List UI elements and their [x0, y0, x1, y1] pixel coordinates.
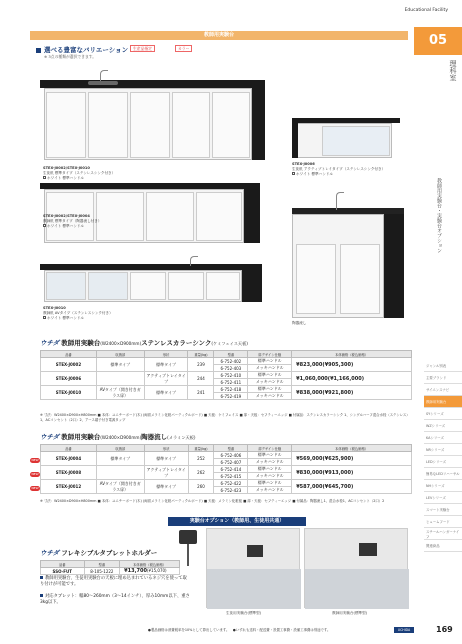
table2: 品番 収納部 形状 重量(kg) 型番 扉デザイン仕様 本体価格（税込価格） STEX-J0004 標準タイプ 標準タイプ 252 6-752-406 標準ハンドル ¥569,000(¥625,900) 6-752-407 メッキハンドル STEX-J0008 アクティブトレイタイプ 262 6-752-414 標準ハンドル ¥830,000(¥913,000) 6-752-415 メッキハンドル STEX-J0012 AVタイプ（開き付きガラス扉） 標準タイプ 260 6-752-422 標準ハンドル ¥587,000(¥645,700) 6-752-423 メッキハンドル: [40, 444, 412, 494]
new-badge: NEW: [31, 472, 39, 476]
caption-5: STEX-J0010 教師机 AVタイプ（ステンレスシンク付き） ホワイト 標準ハンドル: [43, 306, 113, 320]
table-row: 6-752-407 メッキハンドル: [41, 459, 412, 466]
footer-note: ●製品価格は消費税率を10%として算出しています。 ●いずれも送料・配送費・設置工事費・設備工事費は別途です。: [148, 628, 331, 632]
side-nav: [424, 360, 462, 552]
caption-4: 陶器流し: [292, 321, 307, 325]
option-image-1: [206, 528, 300, 608]
section-heading: 選べる豊富なバリエーション: [36, 45, 128, 54]
table-row: STEX-J0006 アクティブトレイタイプ 244 6-752-410 標準ハンドル ¥1,060,000(¥1,166,000): [41, 372, 412, 379]
side-nav-item[interactable]: スマート実験台: [424, 504, 462, 516]
option-image-2: [304, 528, 408, 608]
caption-2: STEX-J0006 生徒机 アクティブトレイタイプ（ステンレスシンク付き） ホワイト 標準ハンドル: [292, 162, 386, 176]
badge-color: カラー: [175, 45, 192, 52]
side-nav-item[interactable]: LEDシリーズ: [424, 456, 462, 468]
table-row: 6-752-411 メッキハンドル: [41, 379, 412, 386]
table-row: STEX-J0004 標準タイプ 標準タイプ 252 6-752-406 標準ハンドル ¥569,000(¥625,900): [41, 452, 412, 459]
table-row: 6-752-403 メッキハンドル: [41, 365, 412, 372]
white-swatch-icon: [43, 224, 46, 227]
product-photo-3: [40, 183, 260, 243]
option-banner: 実験台オプション（教師用、生徒用共通）: [168, 517, 306, 526]
page-number: 169: [436, 625, 453, 634]
product-photo-4: [292, 188, 404, 318]
side-nav-item[interactable]: 関連商品: [424, 540, 462, 552]
option-table: 品番 型番 本体価格（税込価格） SSO-FUT 8-105-1222 ¥13,700(¥15,070): [40, 560, 180, 575]
bullet-square-icon: [40, 576, 43, 579]
bullet-square-icon: [40, 594, 43, 597]
side-nav-item[interactable]: NHシリーズ: [424, 480, 462, 492]
side-nav-item[interactable]: WZシリーズ: [424, 420, 462, 432]
white-swatch-icon: [292, 172, 295, 175]
table1-title: ウチダ 教師用実験台(W2400×D900mm)ステンレスカラーシンク(ケミフェイス天板): [40, 339, 248, 347]
chapter-category: 理科室: [449, 60, 457, 81]
badge-spec: 生産品指定: [130, 45, 155, 52]
side-nav-item[interactable]: 主要ブランド: [424, 372, 462, 384]
table-row: STEX-J0010 AVタイプ（開き付きガラス扉） 標準タイプ 241 6-752-418 標準ハンドル ¥838,000(¥921,800): [41, 386, 412, 393]
page-header: [0, 0, 462, 22]
category-banner: 教師用実験台: [30, 31, 408, 40]
table-row: 6-752-423 メッキハンドル: [41, 487, 412, 494]
option-bullet-1: 教師用実験台、生徒用実験台の天板に埋め込まれているネジ穴を使って取り付けが可能です。: [40, 576, 187, 588]
table1: 品番 収納部 形状 重量(kg) 型番 扉デザイン仕様 本体価格（税込価格） STEX-J0002 標準タイプ 標準タイプ 239 6-752-402 標準ハンドル ¥823,000(¥905,300) 6-752-403 メッキハンドル STEX-J0006 アクティブトレイタイプ 244 6-752-410 標準ハンドル ¥1,060,000(¥1,166,000) 6-752-411 メッキハンドル STEX-J0010 AVタイプ（開き付きガラス扉） 標準タイプ 241 6-752-418 標準ハンドル ¥838,000(¥921,800) 6-752-419 メッキハンドル: [40, 350, 412, 400]
new-badge: NEW: [31, 458, 39, 462]
brand-logo: UCHIDA: [394, 627, 414, 633]
table1-note: ※ 寸法：W2400×D900×H800mm ■ 本体：ユニチーボード(木) (両面メラミン化粧パーティクルボード) ■ 天板：ケミフェイス ■ 扉・天板：セフティーエッジ ■ 付属品：ステンレスカラーシンク 1、シングルハーフ混合水栓（ステンレス）1、ACコンセント（2口）2、アース端子付き電源タップ: [40, 413, 410, 422]
caption-1: STEX-J0002/STEX-J0010 生徒机 標準タイプ（ステンレスシンク付き） ホワイト 標準ハンドル: [43, 166, 116, 180]
option-image-2-caption: 教師用実験台(標準型): [332, 611, 368, 615]
caption-3: STEX-J0002/STEX-J0004 教師机 標準タイプ（陶器流し付き） ホワイト 標準ハンドル: [43, 214, 102, 228]
option-row: SSO-FUT 8-105-1222 ¥13,700(¥15,070): [41, 568, 180, 575]
white-swatch-icon: [43, 176, 46, 179]
side-nav-item[interactable]: NRシリーズ: [424, 444, 462, 456]
option-bullet-2: 対応タブレット：幅80〜260mm（3〜14インチ）、厚み10mm以下、重さ3kg以下。: [40, 594, 190, 606]
heading-square-icon: [36, 48, 41, 53]
table-row: 6-752-415 メッキハンドル: [41, 473, 412, 480]
side-nav-item[interactable]: 教師用実験台: [424, 396, 462, 408]
table-row: STEX-J0008 アクティブトレイタイプ 262 6-752-414 標準ハンドル ¥830,000(¥913,000): [41, 466, 412, 473]
option-title: ウチダ フレキシブルタブレットホルダー: [40, 549, 158, 557]
table2-note: ※ 寸法：W2400×D900×H800mm ■ 本体：ユニチーボード(木) (両面メラミン化粧パーティクルボード) ■ 天板：メラミン化粧板 ■ 扉・天板：セフティーエッジ ■ 付属品：陶器流し1、混合水栓1、ACコンセント（2口）2: [40, 499, 385, 503]
side-nav-item[interactable]: スチールハンガーナイフ: [424, 528, 462, 540]
table-row: 6-752-419 メッキハンドル: [41, 393, 412, 400]
new-badge: NEW: [31, 486, 39, 490]
product-photo-1: [40, 68, 265, 160]
product-photo-2: [292, 118, 400, 158]
side-nav-item[interactable]: KAシリーズ: [424, 432, 462, 444]
chapter-number: 05: [414, 27, 462, 55]
table-row: STEX-J0002 標準タイプ 標準タイプ 239 6-752-402 標準ハンドル ¥823,000(¥905,300): [41, 358, 412, 365]
table2-title: ウチダ 教師用実験台(W2400×D900mm)陶器流し(メラミン天板): [40, 433, 196, 441]
side-nav-item[interactable]: SYシリーズ: [424, 408, 462, 420]
chapter-subcategory: 教師用実験台・実験台オプション: [436, 178, 442, 253]
table-row: STEX-J0012 AVタイプ（開き付きガラス扉） 標準タイプ 260 6-752-422 標準ハンドル ¥587,000(¥645,700): [41, 480, 412, 487]
side-nav-item[interactable]: ヒュームフード: [424, 516, 462, 528]
white-swatch-icon: [43, 316, 46, 319]
side-nav-item[interactable]: 簡易なLEDリハーサル: [424, 468, 462, 480]
option-image-1-caption: 生徒用実験台(標準型): [226, 611, 262, 615]
facility-label: Educational Facility: [404, 8, 448, 13]
section-sub: ※ 3点の種類が選択できます。: [44, 54, 97, 59]
side-nav-item[interactable]: サイエンスナビ: [424, 384, 462, 396]
product-photo-5: [40, 256, 262, 302]
side-nav-item[interactable]: ジャンル別表: [424, 360, 462, 372]
side-nav-item[interactable]: LEVシリーズ: [424, 492, 462, 504]
